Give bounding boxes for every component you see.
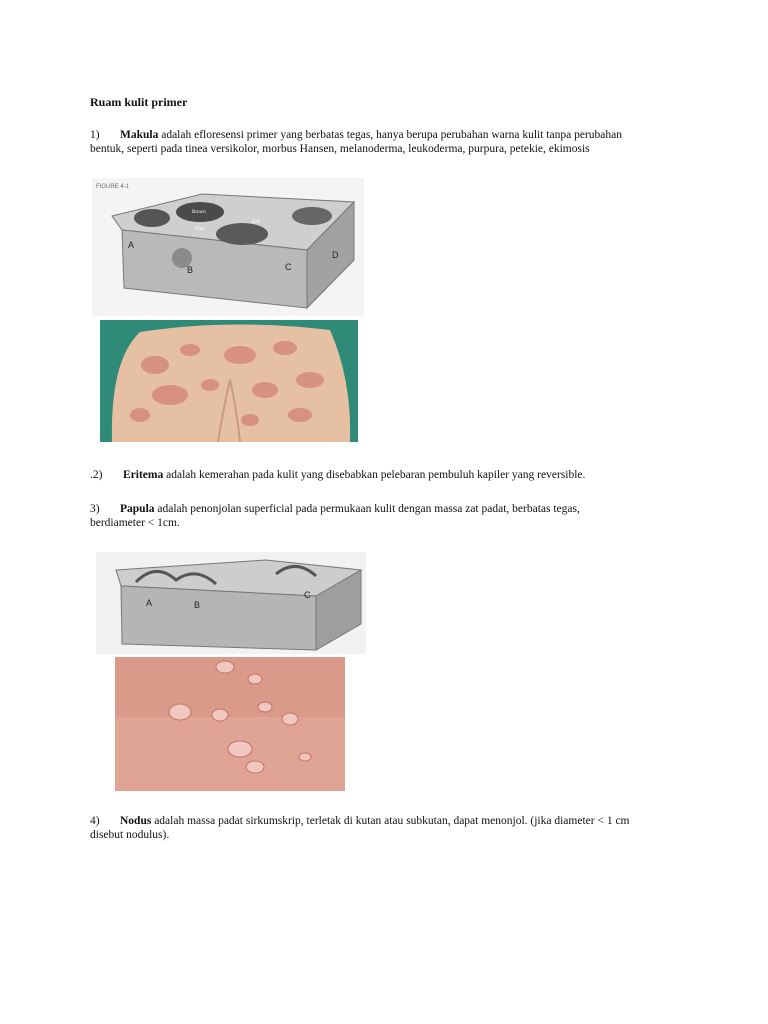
region-label: Red bbox=[252, 220, 261, 225]
papule-diagram bbox=[96, 552, 366, 654]
diagram-label: A bbox=[146, 598, 153, 608]
list-item bbox=[90, 502, 580, 516]
macula-diagram bbox=[92, 178, 364, 316]
item-text: adalah penonjolan superficial pada permukaan kulit dengan massa zat padat, berbatas tegas, bbox=[154, 503, 580, 515]
list-item bbox=[90, 128, 622, 142]
item-term: Papula bbox=[120, 503, 155, 515]
papule-photo bbox=[115, 657, 345, 791]
item-term: Makula bbox=[120, 129, 159, 141]
item-text-continued: disebut nodulus). bbox=[90, 829, 170, 841]
item-number: .2) bbox=[90, 469, 103, 481]
region-label: Brown bbox=[192, 210, 206, 215]
item-text: adalah kemerahan pada kulit yang disebabkan pelebaran pembuluh kapiler yang reversible. bbox=[163, 469, 586, 481]
item-text: adalah efloresensi primer yang berbatas tegas, hanya berupa perubahan warna kulit tanpa perubahan bbox=[158, 129, 622, 141]
item-term: Nodus bbox=[120, 815, 152, 827]
page-title: Ruam kulit primer bbox=[90, 95, 188, 109]
item-number: 4) bbox=[90, 815, 100, 827]
macula-photo bbox=[100, 320, 358, 442]
diagram-label: A bbox=[128, 240, 135, 250]
item-term: Eritema bbox=[123, 469, 164, 481]
item-number: 1) bbox=[90, 129, 100, 141]
diagram-label: C bbox=[304, 590, 311, 600]
item-number: 3) bbox=[90, 503, 100, 515]
item-text: adalah massa padat sirkumskrip, terletak di kutan atau subkutan, dapat menonjol. (jika diameter < 1 cm bbox=[151, 815, 630, 827]
diagram-label: D bbox=[332, 250, 339, 260]
figure-caption: FIGURE 4-1 bbox=[96, 184, 130, 190]
list-item bbox=[90, 468, 585, 482]
diagram-label: B bbox=[187, 265, 194, 275]
diagram-label: B bbox=[194, 600, 201, 610]
list-item bbox=[90, 814, 630, 828]
item-text-continued: bentuk, seperti pada tinea versikolor, morbus Hansen, melanoderma, leukoderma, purpura, petekie, ekimosis bbox=[90, 143, 590, 155]
item-text-continued: berdiameter < 1cm. bbox=[90, 517, 180, 529]
diagram-label: C bbox=[285, 262, 292, 272]
region-label: Blue bbox=[195, 227, 205, 232]
